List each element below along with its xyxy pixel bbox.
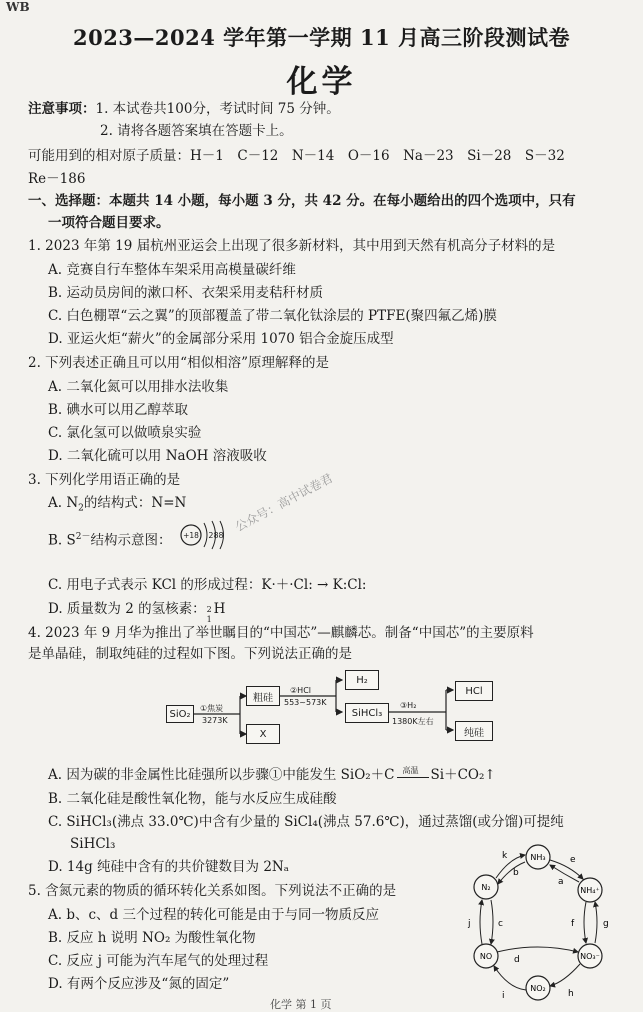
atomic-masses-line-2: Re－186 — [28, 171, 86, 187]
q3-a-sub: 2 — [78, 503, 84, 514]
notes-label: 注意事项： — [28, 101, 96, 117]
section-1-heading-cont: 一项符合题目要求。 — [48, 215, 170, 231]
q4-option-d: D. 14g 纯硅中含有的共价键数目为 2Nₐ — [48, 859, 289, 875]
q1-stem: 1. 2023 年第 19 届杭州亚运会上出现了很多新材料，其中用到天然有机高分子材料的是 — [28, 238, 556, 254]
cycle-label-f: f — [571, 919, 575, 929]
cycle-label-b: b — [513, 868, 519, 878]
q3-option-a — [48, 493, 186, 519]
flow-step3-temp: 1380K左右 — [392, 717, 434, 726]
q4-stem-2: 是单晶硅，制取纯硅的过程如下图。下列说法正确的是 — [28, 646, 352, 662]
s2-shell-electrons: 288 — [208, 531, 224, 540]
cycle-label-e: e — [570, 855, 576, 865]
section-1-heading: 一、选择题：本题共 14 小题，每小题 3 分，共 42 分。在每小题给出的四个选项中，只有 — [28, 193, 576, 209]
cycle-n2: N₂ — [481, 883, 491, 892]
flow-crude-si-box: 粗硅 — [246, 686, 280, 706]
cycle-nh4: NH₄⁺ — [580, 886, 600, 895]
q4-stem-1: 4. 2023 年 9 月华为推出了举世瞩目的“中国芯”—麒麟芯。制备“中国芯”的主要原料 — [28, 625, 534, 641]
flow-pure-si-box: 纯硅 — [455, 721, 493, 741]
q4-option-c-cont: SiHCl₃ — [70, 836, 116, 852]
cycle-no: NO — [479, 952, 493, 961]
flow-h2-box: H₂ — [345, 670, 379, 690]
q3-b-pre: B. S — [48, 532, 76, 549]
cycle-nh3: NH₃ — [530, 853, 546, 862]
q3-d-symbol: H — [213, 601, 226, 617]
q4-a-pre: A. 因为碳的非金属性比硅强所以步骤①中能发生 SiO₂＋C — [48, 767, 395, 783]
q3-stem: 3. 下列化学用语正确的是 — [28, 472, 181, 488]
notes-item-1-text: 1. 本试卷共100分，考试时间 75 分钟。 — [95, 101, 340, 117]
page-footer: 化学 第 1 页 — [270, 998, 332, 1011]
flow-sio2-box: SiO₂ — [166, 705, 194, 723]
q3-b-sup: 2－ — [75, 532, 91, 542]
flow-step2-temp: 553~573K — [284, 698, 327, 707]
atomic-masses-line-1: 可能用到的相对原子质量：H－1 C－12 N－14 O－16 Na－23 Si－28 S－32 — [28, 148, 565, 164]
flow-step2-label: ②HCl — [290, 686, 311, 695]
flow-sihcl3-box: SiHCl₃ — [345, 703, 389, 723]
q3-option-c: C. 用电子式表示 KCl 的形成过程：K·＋·Cl: → K:Cl: — [48, 577, 367, 593]
q3-option-d — [48, 599, 226, 624]
q2-stem: 2. 下列表述正确且可以用“相似相溶”原理解释的是 — [28, 355, 329, 371]
q4-a-arrow — [395, 765, 431, 784]
notes-item-1 — [28, 99, 340, 119]
q1-option-a: A. 竞赛自行车整体车架采用高模量碳纤维 — [48, 262, 296, 278]
q1-option-d: D. 亚运火炬“薪火”的金属部分采用 1070 铝合金旋压成型 — [48, 331, 394, 347]
cycle-label-k: k — [502, 851, 508, 861]
flow-step1-label: ①焦炭 — [200, 704, 224, 713]
q3-d-mass-number: 2 — [206, 604, 212, 614]
flow-step3-label: ③H₂ — [400, 701, 417, 710]
q4-option-c: C. SiHCl₃(沸点 33.0℃)中含有少量的 SiCl₄(沸点 57.6℃)，通过蒸馏(或分馏)可提纯 — [48, 814, 564, 830]
q2-option-d: D. 二氧化硫可以用 NaOH 溶液吸收 — [48, 448, 267, 464]
q2-option-b: B. 碘水可以用乙醇萃取 — [48, 402, 189, 418]
q3-option-b — [48, 527, 172, 551]
cycle-label-a: a — [558, 877, 564, 887]
q2-option-a: A. 二氧化氮可以用排水法收集 — [48, 379, 229, 395]
q3-a-post: 的结构式：N=N — [83, 495, 187, 511]
q1-option-c: C. 白色棚罩“云之翼”的顶部覆盖了带二氧化钛涂层的 PTFE(聚四氟乙烯)膜 — [48, 308, 497, 324]
q4-option-a — [48, 765, 496, 785]
subject-title: 化学 — [286, 64, 357, 100]
sulfide-ion-structure-diagram — [180, 518, 236, 552]
q3-d-isotope-indices — [206, 603, 214, 624]
q5-option-d: D. 有两个反应涉及“氮的固定” — [48, 976, 230, 992]
flow-x-box: X — [246, 724, 280, 744]
nitrogen-cycle-diagram — [458, 838, 618, 1004]
q5-stem: 5. 含氮元素的物质的循环转化关系如图。下列说法不正确的是 — [28, 883, 397, 899]
cycle-label-g: g — [603, 919, 609, 929]
watermark-text: 公众号：高中试卷君 — [232, 471, 335, 535]
corner-mark: WB — [6, 0, 30, 14]
cycle-label-c: c — [498, 919, 503, 929]
q3-b-post: 结构示意图： — [90, 532, 172, 549]
q5-option-a: A. b、c、d 三个过程的转化可能是由于与同一物质反应 — [48, 907, 379, 923]
notes-item-2: 2. 请将各题答案填在答题卡上。 — [100, 123, 293, 139]
cycle-no3: NO₃⁻ — [580, 952, 600, 961]
cycle-label-h: h — [568, 989, 574, 999]
q4-option-b: B. 二氧化硅是酸性氧化物，能与水反应生成硅酸 — [48, 791, 337, 807]
q3-d-atomic-number: 1 — [206, 614, 212, 624]
flow-hcl-box: HCl — [455, 681, 493, 701]
cycle-label-j: j — [468, 919, 471, 929]
q1-option-b: B. 运动员房间的漱口杯、衣架采用麦秸秆材质 — [48, 285, 324, 301]
flow-step1-temp: 3273K — [202, 716, 228, 725]
exam-title: 2023—2024 学年第一学期 11 月高三阶段测试卷 — [72, 25, 571, 50]
q5-option-b: B. 反应 h 说明 NO₂ 为酸性氧化物 — [48, 930, 256, 946]
q4-a-post: Si＋CO₂↑ — [430, 767, 496, 783]
cycle-label-d: d — [514, 955, 520, 965]
cycle-label-i: i — [502, 991, 505, 1001]
s2-nucleus-charge: +18 — [183, 531, 199, 540]
cycle-no2: NO₂ — [530, 984, 546, 993]
q4-a-condition: 高温 — [402, 765, 419, 775]
q3-a-pre: A. N — [48, 495, 79, 511]
q3-d-pre: D. 质量数为 2 的氢核素： — [48, 601, 206, 617]
q2-option-c: C. 氯化氢可以做喷泉实验 — [48, 425, 202, 441]
q5-option-c: C. 反应 j 可能为汽车尾气的处理过程 — [48, 953, 269, 969]
